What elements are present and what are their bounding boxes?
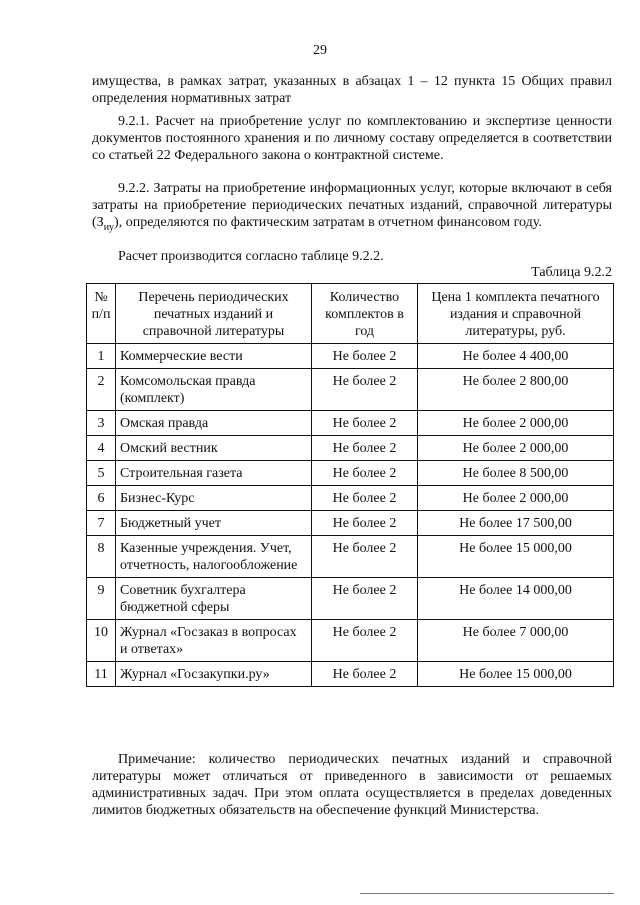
cell-num: 10 (87, 620, 116, 662)
paragraph-9-2-1: 9.2.1. Расчет на приобретение услуг по комплектованию и экспертизе ценности документов постоянного хранения и по личному составу определяется в соответствии со статьей 22 Федерального закона о контрактной системе. (92, 114, 612, 163)
cell-qty: Не более 2 (312, 369, 418, 411)
cell-name: Омская правда (116, 411, 312, 436)
cell-qty: Не более 2 (312, 461, 418, 486)
cell-qty: Не более 2 (312, 620, 418, 662)
cell-price: Не более 2 000,00 (418, 486, 614, 511)
cell-qty: Не более 2 (312, 511, 418, 536)
publications-table (86, 283, 614, 687)
header-num: № п/п (87, 284, 116, 344)
header-price: Цена 1 комплекта печатного издания и справочной литературы, руб. (418, 284, 614, 344)
cell-price: Не более 2 000,00 (418, 411, 614, 436)
cell-name: Журнал «Госзакупки.ру» (116, 662, 312, 687)
paragraph-9-2-2-end: ), определяются по фактическим затратам в отчетном финансовом году. (114, 215, 542, 230)
cell-price: Не более 2 800,00 (418, 369, 614, 411)
table-caption: Таблица 9.2.2 (531, 265, 612, 280)
table-row (87, 662, 614, 687)
table-row (87, 436, 614, 461)
cell-qty: Не более 2 (312, 436, 418, 461)
table-row (87, 578, 614, 620)
cell-price: Не более 7 000,00 (418, 620, 614, 662)
cost-subscript: иу (103, 221, 115, 233)
cell-num: 3 (87, 411, 116, 436)
paragraph-calculation: Расчет производится согласно таблице 9.2.2. (118, 249, 384, 264)
cell-qty: Не более 2 (312, 486, 418, 511)
table-header-row (87, 284, 614, 344)
cell-num: 9 (87, 578, 116, 620)
cell-name: Советник бухгалтера бюджетной сферы (116, 578, 312, 620)
table-row (87, 344, 614, 369)
page-number: 29 (313, 43, 327, 58)
cell-name: Бизнес-Курс (116, 486, 312, 511)
table-body (87, 344, 614, 687)
cell-num: 4 (87, 436, 116, 461)
cell-price: Не более 14 000,00 (418, 578, 614, 620)
cell-price: Не более 15 000,00 (418, 536, 614, 578)
cell-num: 6 (87, 486, 116, 511)
cell-name: Журнал «Госзаказ в вопросах и ответах» (116, 620, 312, 662)
cell-qty: Не более 2 (312, 411, 418, 436)
table-row (87, 369, 614, 411)
cell-name: Комсомольская правда (комплект) (116, 369, 312, 411)
paragraph-continuation: имущества, в рамках затрат, указанных в абзацах 1 – 12 пункта 15 Общих правил определения нормативных затрат (92, 74, 612, 106)
paragraph-9-2-2-start: 9.2.2. Затраты на приобретение информационных услуг, которые включают в себя затраты на приобретение периодических печатных изданий, справочной литературы (З (92, 181, 612, 230)
header-name: Перечень периодических печатных изданий и справочной литературы (116, 284, 312, 344)
cell-name: Бюджетный учет (116, 511, 312, 536)
cell-price: Не более 4 400,00 (418, 344, 614, 369)
cell-name: Коммерческие вести (116, 344, 312, 369)
cell-qty: Не более 2 (312, 662, 418, 687)
table-row (87, 411, 614, 436)
note-paragraph: Примечание: количество периодических печатных изданий и справочной литературы может отличаться от приведенного в зависимости от решаемых административных задач. При этом оплата осуществляется в пределах доведенных лимитов бюджетных обязательств на обеспечение функций Министерства. (92, 752, 612, 818)
cell-price: Не более 17 500,00 (418, 511, 614, 536)
cell-num: 2 (87, 369, 116, 411)
paragraph-9-2-2 (92, 180, 612, 236)
table-row (87, 461, 614, 486)
table-row (87, 536, 614, 578)
cell-name: Казенные учреждения. Учет, отчетность, налогообложение (116, 536, 312, 578)
cell-qty: Не более 2 (312, 578, 418, 620)
cell-num: 1 (87, 344, 116, 369)
table-row (87, 511, 614, 536)
cell-num: 5 (87, 461, 116, 486)
cell-num: 8 (87, 536, 116, 578)
header-qty: Количество комплектов в год (312, 284, 418, 344)
cell-name: Строительная газета (116, 461, 312, 486)
cell-name: Омский вестник (116, 436, 312, 461)
cell-num: 11 (87, 662, 116, 687)
cell-num: 7 (87, 511, 116, 536)
cell-price: Не более 8 500,00 (418, 461, 614, 486)
cell-price: Не более 15 000,00 (418, 662, 614, 687)
cell-price: Не более 2 000,00 (418, 436, 614, 461)
footer-divider (360, 893, 614, 894)
cell-qty: Не более 2 (312, 344, 418, 369)
table-row (87, 486, 614, 511)
cell-qty: Не более 2 (312, 536, 418, 578)
table-row (87, 620, 614, 662)
